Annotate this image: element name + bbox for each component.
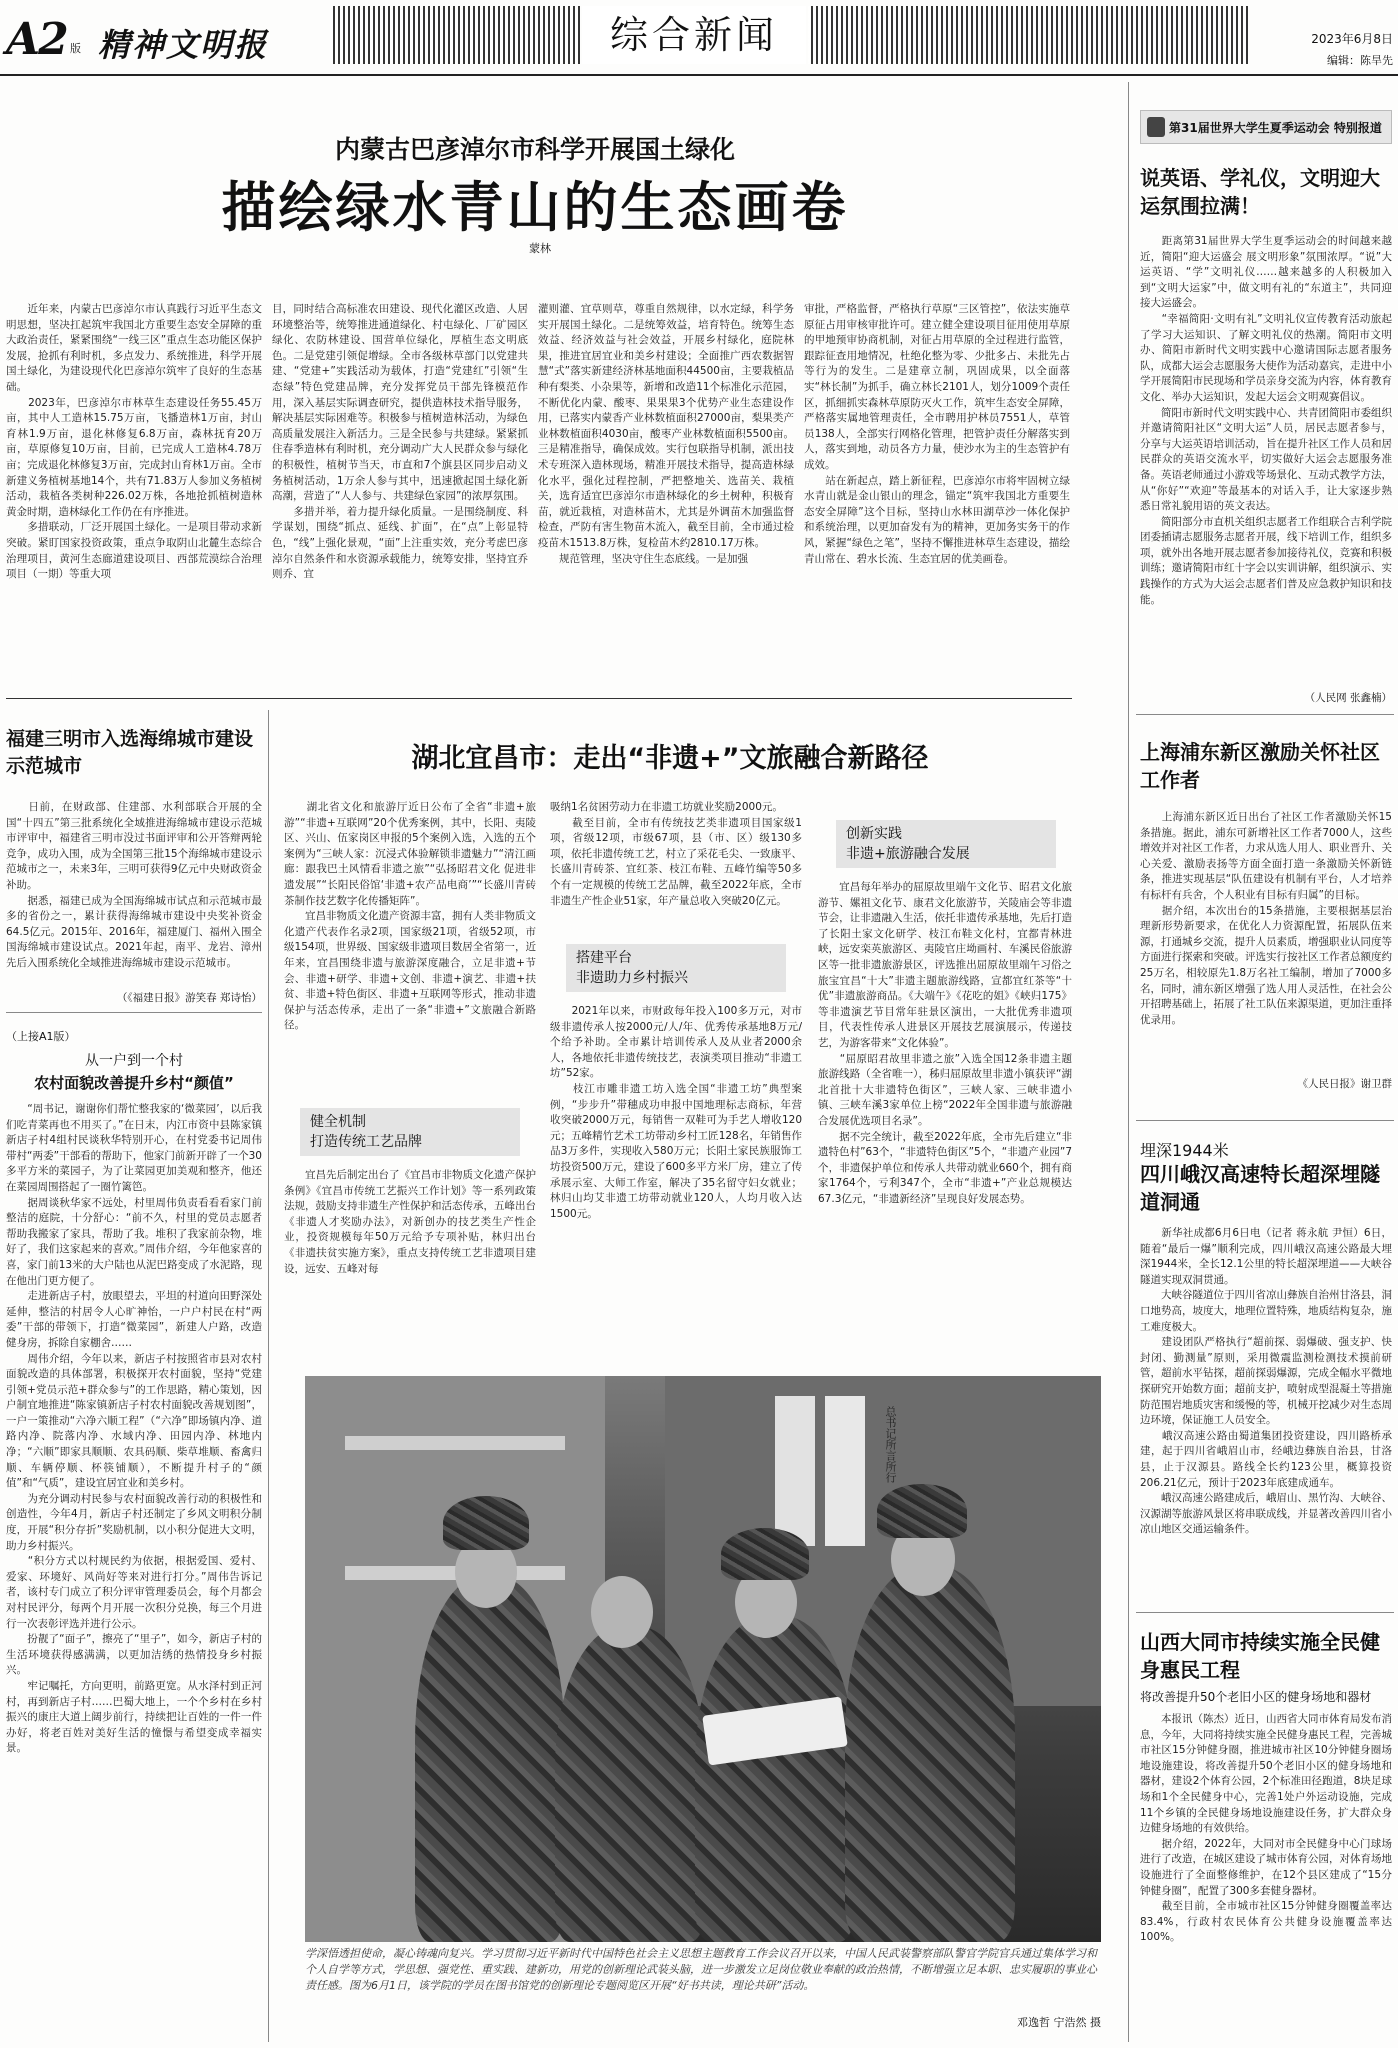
story1-body: 距离第31届世界大学生夏季运动会的时间越来越近，简阳“迎大运盛会 展文明形象”氛围浓厚。“说”大运英语、“学”文明礼仪……越来越多的人积极加入到“文明大运家”中，做文明有礼的“东道主”，共同迎接大运盛会。 “幸福简阳·文明有礼”文明礼仪宣传教育活动旅起了学习大运知识、了解文明礼仪的热潮。简阳市文明办、简阳市新时代文明实践中心邀请国际志愿者服务队，成都大运会志愿服务大使作为活动嘉宾，走进中小学开展简阳市民现场和学员亲身交流为内容，体育教育文化、举办大运知识，发起大运会文明观赛倡议。 简阳市新时代文明实践中心、共青团简阳市委组织并邀请简阳社区“文明大运”人员，居民志愿者参与，分享与大运英语培训活动，旨在提升社区工作人员和居民群众的英语交流水平，切实做好大运会志愿服务准备。英语老师通过小游戏等场景化、互动式教学方法，从“你好”“欢迎”等最基本的对话入手，让大家逐步熟悉日常礼貌用语的英文表达。 简阳部分市直机关组织志愿者工作组联合吉利学院团委插请志愿服务志愿者开展，线下培训工作，组织多项，就外出各地开展志愿者参加接待礼仪，竞赛和积极训练；邀请简阳市红十字会以实训讲解，组织演示、实践操作的方式为大运会志愿者们普及应急救护知识和技能。 [1140, 235, 1392, 606]
story3-kicker: 埋深1944米 [1140, 1141, 1229, 1160]
fujian-body: 日前，在财政部、住建部、水利部联合开展的全国“十四五”第三批系统化全域推进海绵城市建设示范城市评审中，福建省三明市没过书面评审和公开答辩两轮竞争，成功入围，成为全国第三批15个海绵城市建设示范城市之一，未来3年，三明可获得9亿元中央财政资金补助。 据悉，福建已成为全国海绵城市试点和示范城市最多的省份之一，累计获得海绵城市建设中央奖补资金64.5亿元。2015年、2016年，福建厦门、福州入围全国海绵城市建设试点。2021年起，南平、龙岩、漳州先后入围系统化全域推进海绵城市建设示范城市。 [6, 801, 262, 969]
yichang-col2b: 2021年以来，市财政每年投入100多万元，对市级非遗传承人按2000元/人/年、优秀传承基地8万元/个给予补助。全市累计培训传承人及从业者2000余人，各地依托非遗传统技艺，表演类项目推动“非遗工坊”52家。 枝江市雕非遗工坊入选全国“非遗工坊”典型案例，“步步升”带穗成功申报中国地理标志商标，年营收突破2000万元，每销售一双鞋可为手艺人增收120元；五峰精竹艺术工坊带动乡村工匠128名，年销售作品3万多件，实现收入580万元；长阳土家民族服饰工坊投资500万元，建设了600多平方米厂房，建立了传承展示室、大师工作室，解决了35名留守妇女就业；林归山均艾非遗工坊带动就业120人，人均月收入达1500元。 [550, 1005, 802, 1220]
story2-body: 上海浦东新区近日出台了社区工作者激励关怀15条措施。据此，浦东可新增社区工作者7000人，这些增效并对社区工作者，力求从选人用人、职业晋升、关心关爱、激励表扬等方面全面打造一条激励关怀新链条，推进实现基层“队伍建设有机制有平台，人才培养有标杆有兵舍，个人积业有目标有归属”的目标。 据介绍，本次出台的15条措施，主要根据基层治理新形势新要求，在优化人力资源配置，拓展队伍来源，打通城乡交流，提升人员素质，增强职业认同度等方面进行探索和突破。评选实行按社区工作者总额度约25万名，相较原先1.8万名社工编制，增加了7000多名，同时，浦东新区增强了选人用人灵活性，在社会公开招聘基础上，拓展了社工队伍来源渠道，更加注重择优录用。 [1140, 811, 1392, 1026]
soldier-left [415, 1576, 565, 1942]
sidebar-banner [1140, 110, 1392, 144]
subhead-2-line1: 搭建平台 [576, 950, 632, 966]
soldier-center-left [555, 1626, 705, 1942]
sidebar-divider [1128, 82, 1129, 2042]
fujian-headline: 福建三明市入选海绵城市建设示范城市 [6, 728, 254, 777]
book-sign [775, 1396, 815, 1546]
issue-date: 2023年6月8日 [1311, 32, 1393, 46]
yichang-subhead-3 [836, 820, 1056, 868]
bookshelf-row [345, 1436, 565, 1450]
masthead-rule [0, 74, 1398, 76]
story4-body: 本报讯（陈杰）近日，山西省大同市体育局发布消息，今年，大同将持续实施全民健身惠民工程，完善城市社区15分钟健身圈，推进城市社区10分钟健身圈场地设施建设，将改善提升50个老旧小区的健身场地和器材，建设2个体育公园，2个标准田径跑道，8块足球场和1个全民健身中心，完善1处户外运动设施，完成11个乡镇的全民健身场地设施建设任务，扩大群众身边健身场地的有效供给。 据介绍，2022年，大同对市全民健身中心门球场进行了改造，在城区建设了城市体育公园，对体育场地设施进行了全面整修维护，在12个县区建成了“15分钟健身圈”，配置了300多套健身器材。 截至目前，全市城市社区15分钟健身圈覆盖率达83.4%，行政村农民体育公共健身设施覆盖率达100%。 [1140, 1713, 1392, 1944]
story3-body: 新华社成都6月6日电（记者 蒋永航 尹恒）6日，随着“最后一爆”顺利完成，四川峨汉高速公路最大埋深1944米，全长12.1公里的特长超深埋道——大峡谷隧道实现双洞贯通。 大峡谷隧道位于四川省凉山彝族自治州甘洛县，洞口地势高，坡度大，地理位置特殊，地质结构复杂，施工难度极大。 建设团队严格执行“超前探、弱爆破、强支护、快封闭、勤测量”原则，采用微震监测检测技术摸前研管，超前水平钻探，超前探弱爆源，完成全幅水平微地探研究开始数方面；超前支护，喷射成型混凝土等措施防范围岩地质灾害和缓慢的等，机械开挖减少对生态周边环境，保证施工人员安全。 峨汉高速公路由蜀道集团投资建设，四川路桥承建，起于四川省峨眉山市，经峨边彝族自治县，甘洛县，止于汉源县。路线全长约123公里，概算投资206.21亿元，预计于2023年底建成通车。 峨汉高速公路建成后，峨眉山、黑竹沟、大峡谷、汉源湖等旅游风景区将串联成线，并显著改善四川省小凉山地区交通运输条件。 [1140, 1227, 1392, 1536]
lead-bottom-rule [6, 698, 1072, 699]
editor-name: 编辑：陈旱先 [1327, 54, 1393, 67]
book-sign [825, 1396, 865, 1546]
subhead-3-line2: 非遗+旅游融合发展 [846, 846, 970, 862]
yichang-col3: 宜昌每年举办的屈原故里端午文化节、昭君文化旅游节、嫘祖文化节、康君文化旅游节，关陵庙会等非遗节会，让非遗融入生活，依托非遗传承基地，先后打造了长阳土家文化研学、枝江布鞋文化村，宜都青林进峡，远安栾英旅游区、夷陵官庄坳画村、车溪民俗旅游区等一批非遗旅游景区，评选推出屈原故里端午习俗之旅宝宜昌“十大”非遗主题旅游线路，宣都宜红茶等“十优”非遗旅游商品。《大端午》《花吃的姐》《峡归175》等非遗演艺节目常年驻景区演出，一大批优秀非遗项目，代表性传承人进景区开展技艺展演展示，传递技艺，为游客带来“文化体验”。 “屈原昭君故里非遗之旅”入选全国12条非遗主题旅游线路（全省唯一），秭归屈原故里非遗小镇获评“湖北首批十大非遗特色街区”，三峡人家、三峡非遗小镇、三峡车溪3家单位上榜“2022年全国非遗与旅游融合发展优选项目名录”。 据不完全统计，截至2022年底，全市先后建立“非遗特色村”63个，“非遗特色街区”5个，“非遗产业园”7个，非遗保护单位和传承人共带动就业660个，拥有商家1764个，亏利347个，全市“非遗+”产业总规模达67.3亿元，“非遗新经济”呈现良好发展态势。 [818, 881, 1072, 1205]
continued-note: （上接A1版） [6, 1030, 76, 1043]
masthead-stripe-right [808, 6, 1248, 64]
left-divider [268, 710, 269, 2042]
page-number: A2 [6, 14, 67, 65]
photo-credit: 邓逸哲 宁浩然 摄 [1017, 2016, 1101, 2029]
subhead-1-line1: 健全机制 [310, 1114, 366, 1130]
sidebar-rule-1 [1136, 714, 1394, 715]
sidebar-rule-2 [1136, 1120, 1394, 1121]
subhead-3-line1: 创新实践 [846, 826, 902, 842]
news-photo [305, 1376, 1101, 1942]
yichang-col2a: 吸纳1名贫困劳动力在非遗工坊就业奖励2000元。 截至目前，全市有传统技艺类非遗项目国家级1项，省级12项，市级67项，县（市、区）级130多项，依托非遗传统工艺，村立了采花毛尖、一致康平、长盛川青砖茶、宜红茶、枝江布鞋、五峰竹编等50多个有一定规模的传统工艺品牌，截至2022年底，全市非遗生产性企业51家，年产量总收入突破20亿元。 [550, 801, 802, 907]
yichang-col1: 湖北省文化和旅游厅近日公布了全省“非遗+旅游”“非遗+互联网”20个优秀案例，其中，长阳、夷陵区、兴山、伍家岗区申报的5个案例入选，入选的五个案例为“三峡人家：沉浸式体验解锁非遗魅力”“清江画廊：跟我巴土风情看非遗之旅”“弘扬昭君文化 促进非遗发展”“长阳民俗馆‘非遗+农产品电商’”“长盛川青砖茶制作技艺数字化传播矩阵”。 宜昌非物质文化遗产资源丰富，拥有人类非物质文化遗产代表作名录2项，国家级21项，省级52项，市级154项，世界级、国家级非遗项目数居全省第一，近年来，宜昌围绕非遗与旅游深度融合，立足非遗+节会、非遗+研学、非遗+文创、非遗+演艺、非遗+扶贫、非遗+特色街区、非遗+互联网等形式，推动非遗保护与活态传承，走出了一条“非遗+”文旅融合新路径。 [284, 801, 536, 1032]
paper-name-logo: 精神文明报 [98, 26, 269, 64]
lead-column-1: 近年来，内蒙古巴彦淖尔市认真践行习近平生态文明思想，坚决扛起筑牢我国北方重要生态安全屏障的重大政治责任，紧紧围绕“一线三区”重点生态功能区保护发展，抢抓有利时机，多点发力、系统推进，科学开展国土绿化，为建设现代化巴彦淖尔筑牢了良好的生态基础。 2023年，巴彦淖尔市林草生态建设任务55.45万亩，其中人工造林15.75万亩，飞播造林1万亩，封山育林1.9万亩，退化林修复6.8万亩，森林抚育20万亩，草原修复10万亩，目前，已完成人工造林4.78万亩；完成退化林修复3万亩，完成封山育林1万亩。全市新建义务植树基地14个，共有71.83万人参加义务植树活动，栽植各类树种226.02万株，各地抢抓植树造林黄金时期，造林绿化工作仍在有序推进。 多措联动，厂泛开展国土绿化。一是项目带动求新突破。紧盯国家投资政策，重点争取阴山北麓生态综合治理项目，黄河生态廊道建设项目、西部荒漠综合治理项目（一期）等重大项 [6, 303, 262, 581]
page-number-suffix: 版 [70, 42, 81, 55]
story3-headline: 四川峨汉高速特长超深埋隧道洞通 [1140, 1162, 1380, 1214]
soldier-center-left-head [591, 1576, 653, 1648]
photo-sign-text: 总书记所言所行 [884, 1406, 897, 1483]
soldier-right-cap [877, 1484, 967, 1538]
continued-kicker: 从一户到一个村 [85, 1053, 183, 1069]
lead-column-4: 审批，严格监督，严格执行草原“三区管控”，依法实施草原征占用审核审批许可。建立健全建设项目征用使用草原的甲地预审协商机制，对征占用草原的全过程进行监管，跟踪征查用地情况，杜绝化整为零、少批多占、未批先占等行为的发生。二是建章立制，巩固成果，以全面落实“林长制”为抓手，确立林长2101人，划分1009个责任区，抓细抓实森林草原防灭火工作，筑牢生态安全屏障，严格落实属地管理责任，全市聘用护林员7551人，草管员138人，全部实行网格化管理，把管护责任分解落实到人，落实到地，动员各方力量，使沙水为主的生态管护有成效。 站在新起点，踏上新征程，巴彦淖尔市将牢固树立绿水青山就是金山银山的理念，锚定“筑牢我国北方重要生态安全屏障”这个目标，坚持山水林田湖草沙一体化保护和系统治理，以更加奋发有为的精神，更加务实务干的作风，紧握“绿色之笔”，坚持不懈推进林草生态建设，描绘青山常在、碧水长流、生态宜居的优美画卷。 [804, 303, 1070, 565]
soldier-center-right-cap [721, 1528, 809, 1580]
left-rule-1 [6, 1012, 262, 1013]
masthead-stripe-left [330, 6, 580, 64]
soldier-right [845, 1566, 1015, 1942]
fujian-credit: （《福建日报》游笑春 郑诗怡） [116, 992, 262, 1004]
story1-credit: （人民网 张鑫楠） [1304, 692, 1392, 704]
story2-credit: 《人民日报》谢卫群 [1297, 1078, 1392, 1090]
lead-column-3: 灌则灌、宜草则草，尊重自然规律，以水定绿，科学务实开展国土绿化。二是统筹效益，培育特色。统筹生态效益、经济效益与社会效益，开展乡村绿化，庭院林果，推进宜居宜业和美乡村建设；全面推广西农数据智慧“式”落实新建经济林基地面积44500亩，主要栽植品种有梨类、小杂果等，新增和改造11个标准化示范园，不断优化内蒙、酸枣、果果果3个优势产业生态建设作用，已落实内蒙香产业林数植面积27000亩，梨果类产业林数植面积4030亩，酸枣产业林数植面积5500亩。三是精准指导，确保成效。实行包联指导机制，派出技术专班深入造林现场，精准开展技术指导，提高造林绿化水平，强化过程控制，严把整地关、选苗关、栽植关，选育适宜巴彦淖尔市造林绿化的乡土树种，积极育苗，就近栽植，对造林苗木，尤其是外调苗木加强监督检查，严防有害生物苗木流入，截至目前，全市通过检疫苗木1513.8万株，复检苗木约2810.17万株。 规范管理，坚决守住生态底线。一是加强 [538, 303, 794, 565]
lead-kicker: 内蒙古巴彦淖尔市科学开展国土绿化 [334, 135, 735, 164]
sidebar-rule-3 [1136, 1612, 1394, 1613]
lead-headline: 描绘绿水青山的生态画卷 [221, 176, 849, 239]
masthead [0, 0, 1398, 74]
continued-headline: 农村面貌改善提升乡村“颜值” [34, 1074, 234, 1092]
story4-subhead: 将改善提升50个老旧小区的健身场地和器材 [1140, 1690, 1372, 1704]
soldier-left-cap [443, 1496, 529, 1550]
story1-headline: 说英语、学礼仪，文明迎大运氛围拉满！ [1140, 166, 1380, 218]
yichang-subhead-1 [300, 1108, 520, 1156]
section-title-box [582, 6, 806, 64]
yichang-col1b: 宜昌先后制定出台了《宜昌市非物质文化遗产保护条例》《宜昌市传统工艺振兴工作计划》等一系列政策法规，鼓励支持非遗生产性保护和活态传承，五峰出台《非遗人才奖励办法》，对新创办的技艺类生产性企业，投资规模每年50万元给予专项补贴，林归出台《非遗扶贫实施方案》，重点支持传统工艺非遗项目建设，远安、五峰对每 [284, 1169, 536, 1275]
subhead-1-line2: 打造传统工艺品牌 [310, 1134, 422, 1150]
story4-headline: 山西大同市持续实施全民健身惠民工程 [1140, 1630, 1380, 1682]
section-title: 综合新闻 [609, 13, 778, 57]
soldier-center-right [695, 1616, 855, 1942]
subhead-2-line2: 非遗助力乡村振兴 [576, 970, 688, 986]
lead-column-2: 目，同时结合高标准农田建设、现代化灌区改造、人居环境整治等，统筹推进通道绿化、村屯绿化、厂矿园区绿化、农防林建设、国营单位绿化，厚植生态文明底色。二是党建引领促增绿。全市各级林草部门以党建共建、“党建+”实践活动为载体，打造“党建红”引领“生态绿”特色党建品牌，充分发挥党员干部先锋模范作用，深入基层实际调查研究，提供造林技术指导服务，解决基层实际困难等。积极参与植树造林活动，为绿色高质量发展注入新活力。三是全民参与共建绿。紧紧抓住春季造林有利时机，充分调动广大人民群众参与绿化的积极性，植树节当天，市直和7个旗县区同步启动义务植树活动，1万余人参与其中，迅速掀起国土绿化新高潮，营造了“人人参与、共建绿色家园”的浓厚氛围。 多措并举，着力提升绿化质量。一是围绕制度、科学谋划，围绕“抓点、延线、扩面”，在“点”上彰显特色，“线”上强化景观，“面”上注重实效，充分考虑巴彦淖尔自然条件和水资源承载能力，统筹安排，坚持宜乔则乔、宜 [272, 303, 528, 581]
yichang-subhead-2 [566, 944, 786, 992]
photo-caption: 学深悟透担使命，凝心铸魂向复兴。学习贯彻习近平新时代中国特色社会主义思想主题教育工作会议召开以来，中国人民武装警察部队警官学院官兵通过集体学习和个人自学等方式，学思想、强党性、重实践、建新功，用党的创新理论武装头脑，进一步激发立足岗位敬业奉献的政治热情，不断增强立足本职、忠实履职的事业心责任感。图为6月1日，该学院的学员在图书馆党的创新理论专题阅览区开展“好书共读，理论共研”活动。 [305, 1947, 1097, 1992]
yichang-headline: 湖北宜昌市：走出“非遗+”文旅融合新路径 [411, 743, 929, 774]
continued-body: “周书记，谢谢你们帮忙整我家的‘微菜园’，以后我们吃青菜再也不用买了。”在日末，内江市资中县陈家镇新店子村4组村民谈秋华特别开心，在村党委书记周伟带村“两委”干部看的帮助下，他家门前新开辟了一个30多平方米的菜园子，为了让菜园更加美观和整齐，他还在菜园周围搭起了一圈竹篱笆。 据周谈秋华家不远处，村里周伟负责看看看家门前整洁的庭院，十分舒心：“前不久，村里的党员志愿者帮助我搬家了家具，帮助了我。堆积了我家前杂物，堆好了，我们这家起来的喜欢。”周伟介绍，今年他家喜的喜，家门前13米的大户陆也从泥巴路变成了水泥路，现在他出门更方便了。 走进新店子村，放眼望去，平坦的村道向田野深处延伸，整洁的村居令人心旷神怡，一户户村民在村“两委”干部的带领下，打造“微菜园”，新建人户路，改造健身房，拆除自家棚舍…… 周伟介绍，今年以来，新店子村按照省市县对农村面貌改造的具体部署，积极探开农村面貌，坚持“党建引领+党员示范+群众参与”的工作思路，精心策划，因户制宜地推进“陈家镇新店子村农村面貌改善规划图”，一户一策推动“六净六顺工程”（“六净”即场镇内净、道路内净、院落内净、水域内净、田园内净、林地内净；“六顺”即家具顺顺、农具码顺、柴草堆顺、畜禽归顺、车辆停顺、杯筷铺顺），不断提升村子的“颜值”和“气质”，建设宜居宜业和美乡村。 为充分调动村民参与农村面貌改善行动的积极性和创造性，今年4月，新店子村还制定了乡风文明积分制度，开展“积分存折”奖励机制，以小积分促进大文明，助力乡村振兴。 “积分方式以村规民约为依据，根据爱国、爱村、爱家、环境好、风尚好等来对进行打分。”周伟告诉记者，该村专门成立了积分评审管理委员会，每个月都会对村民评分，每两个月开展一次积分兑换，每三个月进行一次表彰评选并进行公示。 扮靓了“面子”，擦亮了“里子”，如今，新店子村的生活环境获得感满满，以更加洁绣的热情投身乡村振兴。 牢记嘱托，方向更明，前路更宽。从水泽村到正河村，再到新店子村……巴蜀大地上，一个个乡村在乡村振兴的康庄大道上阔步前行，持续把让百姓的一件一件办好，将老百姓对美好生活的憧憬与希望变成幸福实景。 [6, 1103, 262, 1755]
story2-headline: 上海浦东新区激励关怀社区工作者 [1140, 740, 1380, 792]
banner-text: 第31届世界大学生夏季运动会 特别报道 [1169, 121, 1382, 135]
lead-byline: 蒙林 [529, 242, 551, 255]
banner-emblem-icon [1147, 117, 1165, 137]
